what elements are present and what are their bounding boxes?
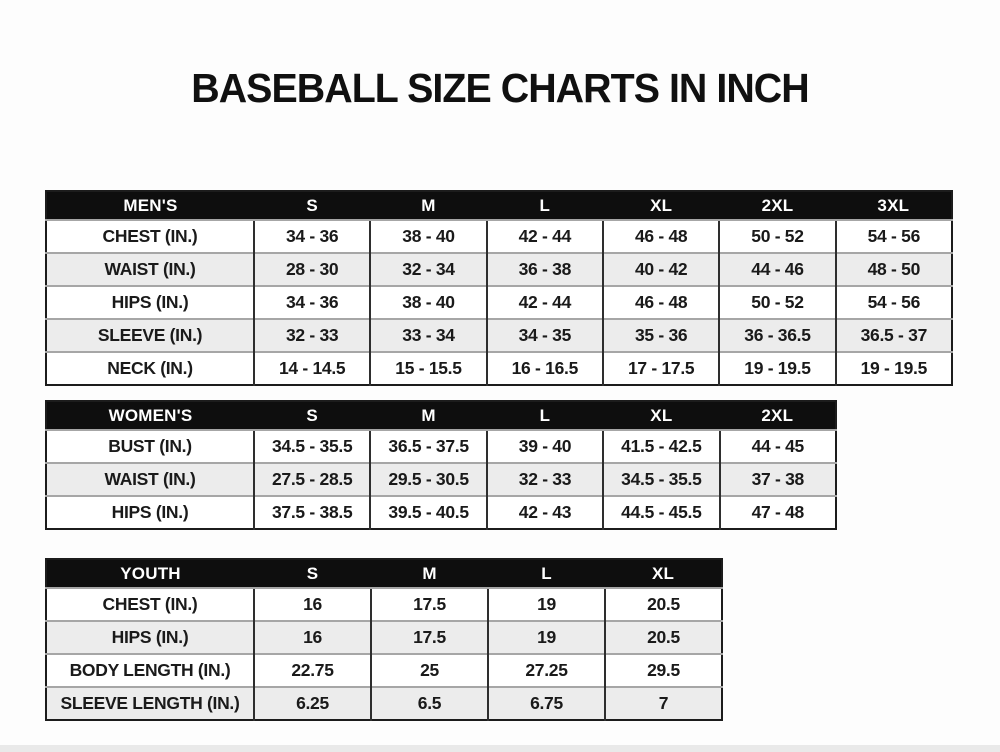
womens-value-cell: 41.5 - 42.5 bbox=[603, 430, 719, 463]
bottom-edge-band bbox=[0, 745, 1000, 752]
womens-row-label: HIPS (IN.) bbox=[46, 496, 254, 529]
mens-value-cell: 15 - 15.5 bbox=[370, 352, 486, 385]
mens-size-header: 2XL bbox=[719, 191, 835, 220]
mens-row-label: HIPS (IN.) bbox=[46, 286, 254, 319]
youth-value-cell: 22.75 bbox=[254, 654, 371, 687]
youth-size-header: M bbox=[371, 559, 488, 588]
youth-row-label: CHEST (IN.) bbox=[46, 588, 254, 621]
mens-row-label: NECK (IN.) bbox=[46, 352, 254, 385]
womens-value-cell: 34.5 - 35.5 bbox=[603, 463, 719, 496]
mens-value-cell: 34 - 36 bbox=[254, 286, 370, 319]
youth-header-row bbox=[46, 559, 722, 588]
mens-value-cell: 33 - 34 bbox=[370, 319, 486, 352]
mens-value-cell: 42 - 44 bbox=[487, 220, 603, 253]
womens-value-cell: 44.5 - 45.5 bbox=[603, 496, 719, 529]
mens-measurement-row bbox=[46, 286, 952, 319]
womens-value-cell: 47 - 48 bbox=[720, 496, 836, 529]
womens-measurement-row bbox=[46, 430, 836, 463]
youth-measurement-row bbox=[46, 621, 722, 654]
womens-size-header: M bbox=[370, 401, 486, 430]
womens-value-cell: 37.5 - 38.5 bbox=[254, 496, 370, 529]
womens-value-cell: 39.5 - 40.5 bbox=[370, 496, 486, 529]
youth-measurement-row bbox=[46, 588, 722, 621]
mens-size-header: 3XL bbox=[836, 191, 952, 220]
womens-size-header: L bbox=[487, 401, 603, 430]
womens-value-cell: 27.5 - 28.5 bbox=[254, 463, 370, 496]
mens-value-cell: 50 - 52 bbox=[719, 286, 835, 319]
womens-value-cell: 42 - 43 bbox=[487, 496, 603, 529]
mens-value-cell: 17 - 17.5 bbox=[603, 352, 719, 385]
youth-value-cell: 7 bbox=[605, 687, 722, 720]
youth-size-header: S bbox=[254, 559, 371, 588]
youth-value-cell: 25 bbox=[371, 654, 488, 687]
womens-value-cell: 44 - 45 bbox=[720, 430, 836, 463]
youth-value-cell: 16 bbox=[254, 588, 371, 621]
mens-size-header: L bbox=[487, 191, 603, 220]
youth-value-cell: 17.5 bbox=[371, 588, 488, 621]
mens-value-cell: 38 - 40 bbox=[370, 286, 486, 319]
mens-value-cell: 54 - 56 bbox=[836, 220, 952, 253]
womens-measurement-row bbox=[46, 496, 836, 529]
youth-row-label: SLEEVE LENGTH (IN.) bbox=[46, 687, 254, 720]
youth-value-cell: 20.5 bbox=[605, 588, 722, 621]
youth-value-cell: 29.5 bbox=[605, 654, 722, 687]
mens-value-cell: 44 - 46 bbox=[719, 253, 835, 286]
mens-row-label: SLEEVE (IN.) bbox=[46, 319, 254, 352]
mens-value-cell: 14 - 14.5 bbox=[254, 352, 370, 385]
mens-size-header: S bbox=[254, 191, 370, 220]
mens-value-cell: 19 - 19.5 bbox=[836, 352, 952, 385]
womens-size-header: S bbox=[254, 401, 370, 430]
mens-measurement-row bbox=[46, 220, 952, 253]
mens-value-cell: 48 - 50 bbox=[836, 253, 952, 286]
mens-value-cell: 19 - 19.5 bbox=[719, 352, 835, 385]
youth-row-label: BODY LENGTH (IN.) bbox=[46, 654, 254, 687]
youth-row-label: HIPS (IN.) bbox=[46, 621, 254, 654]
mens-value-cell: 38 - 40 bbox=[370, 220, 486, 253]
youth-size-table bbox=[45, 558, 723, 721]
mens-value-cell: 36.5 - 37 bbox=[836, 319, 952, 352]
mens-value-cell: 34 - 36 bbox=[254, 220, 370, 253]
mens-size-table bbox=[45, 190, 953, 386]
youth-value-cell: 17.5 bbox=[371, 621, 488, 654]
youth-value-cell: 19 bbox=[488, 621, 605, 654]
womens-row-label: WAIST (IN.) bbox=[46, 463, 254, 496]
mens-row-label: WAIST (IN.) bbox=[46, 253, 254, 286]
youth-measurement-row bbox=[46, 654, 722, 687]
womens-value-cell: 32 - 33 bbox=[487, 463, 603, 496]
mens-value-cell: 54 - 56 bbox=[836, 286, 952, 319]
womens-value-cell: 37 - 38 bbox=[720, 463, 836, 496]
mens-value-cell: 42 - 44 bbox=[487, 286, 603, 319]
womens-group-label: WOMEN'S bbox=[46, 401, 254, 430]
mens-value-cell: 28 - 30 bbox=[254, 253, 370, 286]
youth-value-cell: 16 bbox=[254, 621, 371, 654]
mens-value-cell: 36 - 38 bbox=[487, 253, 603, 286]
mens-row-label: CHEST (IN.) bbox=[46, 220, 254, 253]
mens-measurement-row bbox=[46, 253, 952, 286]
womens-value-cell: 29.5 - 30.5 bbox=[370, 463, 486, 496]
youth-value-cell: 27.25 bbox=[488, 654, 605, 687]
mens-group-label: MEN'S bbox=[46, 191, 254, 220]
youth-value-cell: 19 bbox=[488, 588, 605, 621]
youth-size-header: L bbox=[488, 559, 605, 588]
womens-size-table bbox=[45, 400, 837, 530]
womens-value-cell: 34.5 - 35.5 bbox=[254, 430, 370, 463]
youth-group-label: YOUTH bbox=[46, 559, 254, 588]
mens-value-cell: 34 - 35 bbox=[487, 319, 603, 352]
womens-size-header: 2XL bbox=[720, 401, 836, 430]
mens-size-header: M bbox=[370, 191, 486, 220]
mens-value-cell: 46 - 48 bbox=[603, 220, 719, 253]
womens-value-cell: 36.5 - 37.5 bbox=[370, 430, 486, 463]
mens-measurement-row bbox=[46, 352, 952, 385]
mens-value-cell: 46 - 48 bbox=[603, 286, 719, 319]
youth-value-cell: 6.5 bbox=[371, 687, 488, 720]
mens-value-cell: 32 - 33 bbox=[254, 319, 370, 352]
mens-size-header: XL bbox=[603, 191, 719, 220]
mens-measurement-row bbox=[46, 319, 952, 352]
mens-value-cell: 50 - 52 bbox=[719, 220, 835, 253]
mens-value-cell: 36 - 36.5 bbox=[719, 319, 835, 352]
youth-value-cell: 6.75 bbox=[488, 687, 605, 720]
youth-measurement-row bbox=[46, 687, 722, 720]
page-title: BASEBALL SIZE CHARTS IN INCH bbox=[191, 65, 809, 111]
youth-size-header: XL bbox=[605, 559, 722, 588]
womens-measurement-row bbox=[46, 463, 836, 496]
mens-value-cell: 40 - 42 bbox=[603, 253, 719, 286]
mens-value-cell: 35 - 36 bbox=[603, 319, 719, 352]
mens-value-cell: 16 - 16.5 bbox=[487, 352, 603, 385]
womens-row-label: BUST (IN.) bbox=[46, 430, 254, 463]
youth-value-cell: 20.5 bbox=[605, 621, 722, 654]
mens-header-row bbox=[46, 191, 952, 220]
mens-value-cell: 32 - 34 bbox=[370, 253, 486, 286]
womens-header-row bbox=[46, 401, 836, 430]
womens-size-header: XL bbox=[603, 401, 719, 430]
youth-value-cell: 6.25 bbox=[254, 687, 371, 720]
womens-value-cell: 39 - 40 bbox=[487, 430, 603, 463]
